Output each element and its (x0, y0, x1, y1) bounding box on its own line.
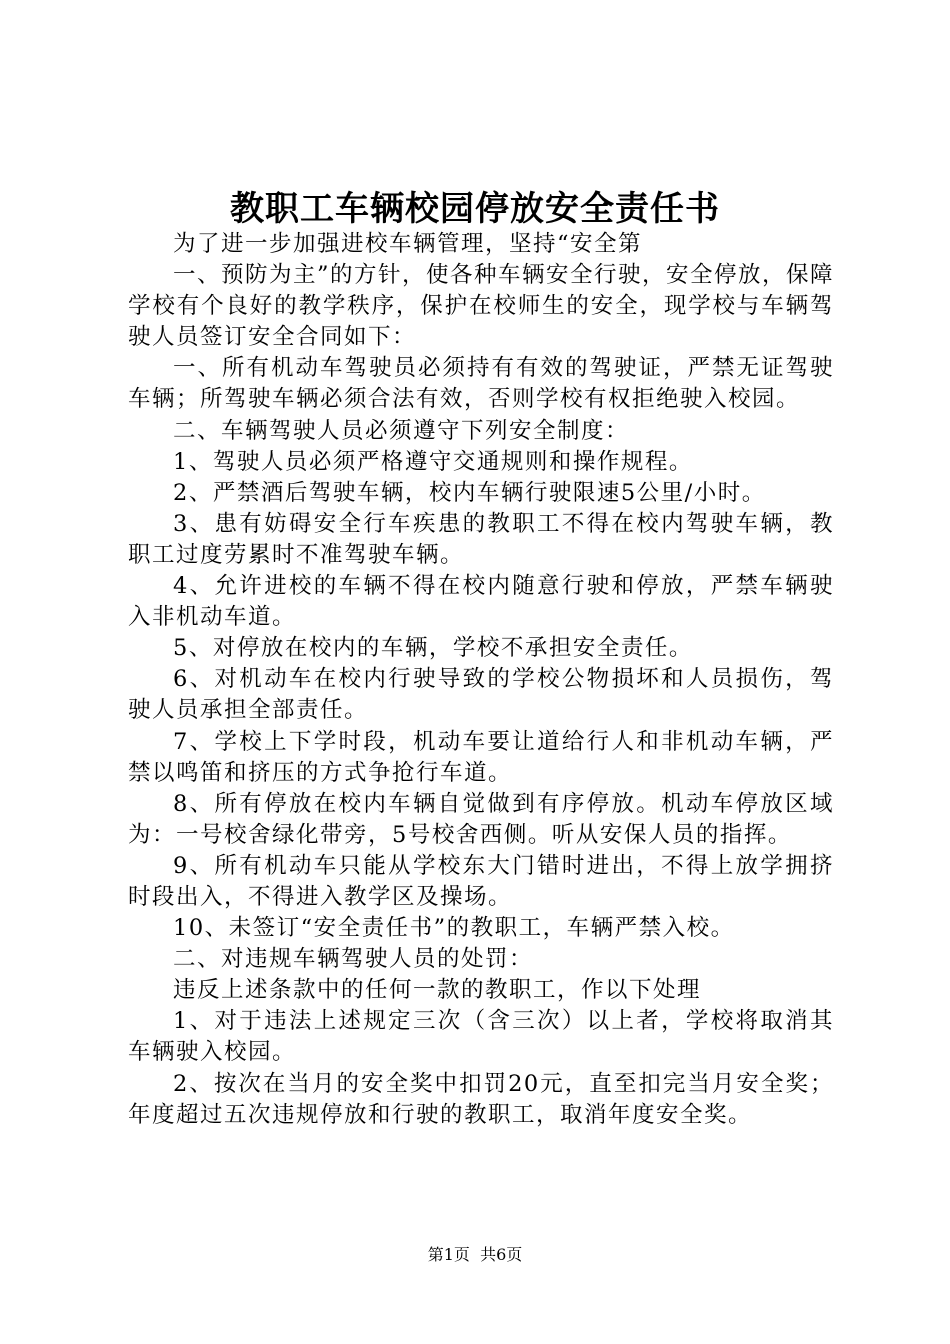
paragraph-penalty-intro: 违反上述条款中的任何一款的教职工，作以下处理 (173, 977, 702, 1004)
paragraph-rule-7: 7、学校上下学时段，机动车要让道给行人和非机动车辆，严禁以鸣笛和挤压的方式争抢行车道。 (128, 728, 834, 786)
paragraph-rule-1: 1、驾驶人员必须严格遵守交通规则和操作规程。 (173, 448, 693, 475)
paragraph-rule-10: 10、未签订“安全责任书”的教职工，车辆严禁入校。 (173, 915, 735, 942)
paragraph-rule-6: 6、对机动车在校内行驶导致的学校公物损坏和人员损伤，驾驶人员承担全部责任。 (128, 666, 834, 724)
paragraph-section-2-heading: 二、车辆驾驶人员必须遵守下列安全制度： (173, 417, 630, 444)
document-body (128, 229, 834, 1131)
page-number: 第1页 (427, 1245, 470, 1264)
paragraph-intro: 为了进一步加强进校车辆管理，坚持“安全第 (173, 231, 643, 257)
paragraph-penalty-heading: 二、对违规车辆驾驶人员的处罚： (173, 946, 534, 973)
paragraph-section-1: 一、所有机动车驾驶员必须持有有效的驾驶证，严禁无证驾驶车辆；所驾驶车辆必须合法有效，否则学校有权拒绝驶入校园。 (128, 355, 834, 413)
page-footer (0, 1243, 950, 1267)
paragraph-rule-9: 9、所有机动车只能从学校东大门错时进出，不得上放学拥挤时段出入，不得进入教学区及操场。 (128, 852, 834, 910)
paragraph-rule-2: 2、严禁酒后驾驶车辆，校内车辆行驶限速5公里/小时。 (173, 479, 766, 506)
page-total: 共6页 (480, 1245, 523, 1264)
footer-spacer (470, 1245, 480, 1264)
paragraph-principle: 一、预防为主”的方针，使各种车辆安全行驶，安全停放，保障学校有个良好的教学秩序，保护在校师生的安全，现学校与车辆驾驶人员签订安全合同如下： (128, 262, 835, 351)
paragraph-rule-5: 5、对停放在校内的车辆，学校不承担安全责任。 (173, 635, 693, 662)
paragraph-rule-8: 8、所有停放在校内车辆自觉做到有序停放。机动车停放区域为：一号校舍绿化带旁，5号校舍西侧。听从安保人员的指挥。 (128, 790, 834, 848)
paragraph-rule-4: 4、允许进校的车辆不得在校内随意行驶和停放，严禁车辆驶入非机动车道。 (128, 573, 834, 631)
document-title: 教职工车辆校园停放安全责任书 (230, 189, 720, 229)
paragraph-penalty-2: 2、按次在当月的安全奖中扣罚20元，直至扣完当月安全奖；年度超过五次违规停放和行驶的教职工，取消年度安全奖。 (128, 1070, 834, 1128)
paragraph-rule-3: 3、患有妨碍安全行车疾患的教职工不得在校内驾驶车辆，教职工过度劳累时不准驾驶车辆。 (128, 510, 834, 568)
paragraph-penalty-1: 1、对于违法上述规定三次（含三次）以上者，学校将取消其车辆驶入校园。 (128, 1008, 834, 1066)
